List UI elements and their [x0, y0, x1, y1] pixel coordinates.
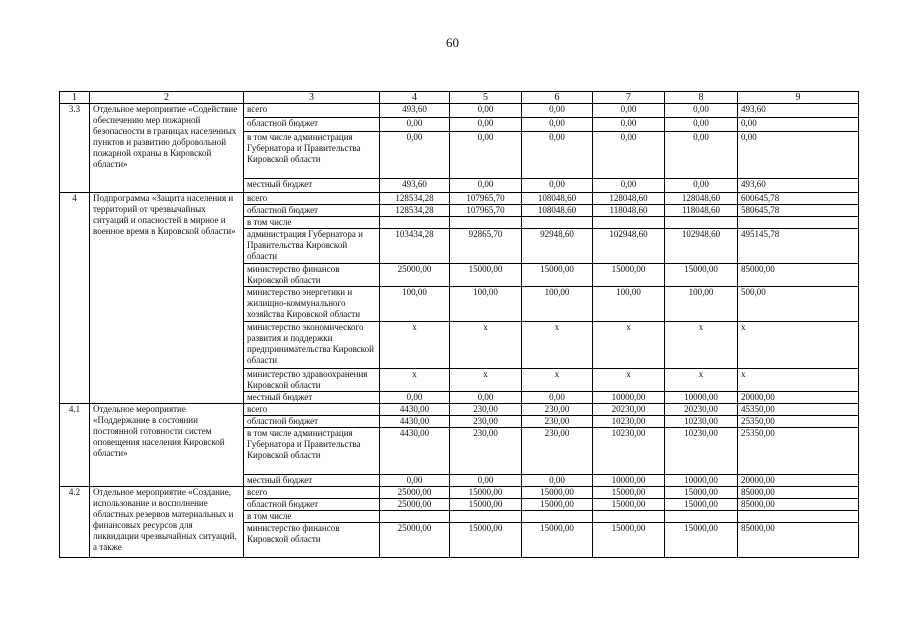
amount-cell: 230,00	[522, 428, 593, 475]
amount-cell: 25000,00	[380, 499, 450, 511]
amount-cell	[380, 511, 450, 523]
amount-cell: 92865,70	[450, 229, 522, 264]
funding-source: местный бюджет	[244, 392, 380, 404]
amount-cell	[593, 511, 665, 523]
amount-cell: 0,00	[450, 104, 522, 118]
amount-cell: 100,00	[593, 287, 665, 322]
item-number: 4.2	[60, 487, 90, 558]
amount-cell: 0,00	[665, 179, 738, 193]
funding-source: администрация Губернатора и Правительства Кировской области	[244, 229, 380, 264]
amount-cell: x	[738, 322, 859, 369]
amount-cell: 25350,00	[738, 416, 859, 428]
amount-cell	[450, 511, 522, 523]
table-body	[60, 104, 859, 558]
item-number: 3.3	[60, 104, 90, 193]
header-row	[60, 92, 859, 104]
amount-cell: 15000,00	[593, 264, 665, 287]
item-number: 4.1	[60, 404, 90, 487]
amount-cell: 495145,78	[738, 229, 859, 264]
amount-cell: 20000,00	[738, 392, 859, 404]
funding-source: областной бюджет	[244, 205, 380, 217]
amount-cell: x	[450, 322, 522, 369]
funding-source: в том числе администрация Губернатора и Правительства Кировской области	[244, 428, 380, 475]
amount-cell: 10230,00	[593, 416, 665, 428]
amount-cell: 0,00	[522, 392, 593, 404]
amount-cell: 230,00	[450, 428, 522, 475]
amount-cell: 15000,00	[522, 264, 593, 287]
amount-cell: 0,00	[738, 132, 859, 179]
amount-cell: 15000,00	[593, 523, 665, 558]
amount-cell	[522, 217, 593, 229]
amount-cell: x	[665, 322, 738, 369]
amount-cell: 15000,00	[665, 523, 738, 558]
amount-cell: 25000,00	[380, 264, 450, 287]
amount-cell: 25350,00	[738, 428, 859, 475]
column-header: 3	[244, 92, 380, 104]
page-number: 60	[446, 35, 459, 50]
amount-cell: x	[380, 322, 450, 369]
amount-cell: 0,00	[450, 118, 522, 132]
amount-cell: 100,00	[665, 287, 738, 322]
funding-source: министерство здравоохранения Кировской области	[244, 369, 380, 392]
amount-cell: 0,00	[593, 132, 665, 179]
amount-cell: 0,00	[593, 118, 665, 132]
amount-cell: 0,00	[522, 132, 593, 179]
amount-cell: x	[738, 369, 859, 392]
funding-source: в том числе	[244, 217, 380, 229]
amount-cell: 493,60	[738, 104, 859, 118]
item-title: Отдельное мероприятие «Создание, использование и восполнение областных резервов материальных и финансовых ресурсов для ликвидации чрезвычайных ситуаций, а также	[90, 487, 244, 558]
amount-cell: 100,00	[450, 287, 522, 322]
item-title: Отдельное мероприятие «Поддержание в состоянии постоянной готовности систем оповещения населения Кировской области»	[90, 404, 244, 487]
amount-cell: 600645,78	[738, 193, 859, 205]
amount-cell: 15000,00	[665, 499, 738, 511]
amount-cell: 4430,00	[380, 428, 450, 475]
amount-cell: 10000,00	[665, 392, 738, 404]
amount-cell	[522, 511, 593, 523]
amount-cell: 230,00	[522, 404, 593, 416]
amount-cell: x	[380, 369, 450, 392]
amount-cell: 92948,60	[522, 229, 593, 264]
amount-cell: 20230,00	[593, 404, 665, 416]
funding-source: в том числе администрация Губернатора и Правительства Кировской области	[244, 132, 380, 179]
amount-cell: x	[593, 322, 665, 369]
amount-cell: 45350,00	[738, 404, 859, 416]
column-header: 6	[522, 92, 593, 104]
amount-cell: 20000,00	[738, 475, 859, 487]
amount-cell: x	[665, 369, 738, 392]
funding-source: всего	[244, 104, 380, 118]
amount-cell: 0,00	[450, 179, 522, 193]
amount-cell: 493,60	[738, 179, 859, 193]
amount-cell: 0,00	[380, 475, 450, 487]
amount-cell: 118048,60	[593, 205, 665, 217]
amount-cell: 118048,60	[665, 205, 738, 217]
funding-source: министерство экономического развития и поддержки предпринимательства Кировской области	[244, 322, 380, 369]
budget-table	[59, 91, 859, 558]
table-row	[60, 193, 859, 205]
amount-cell: x	[593, 369, 665, 392]
amount-cell: 15000,00	[450, 523, 522, 558]
amount-cell: 85000,00	[738, 523, 859, 558]
amount-cell: 10000,00	[665, 475, 738, 487]
table-row	[60, 404, 859, 416]
amount-cell: 0,00	[665, 104, 738, 118]
amount-cell: 580645,78	[738, 205, 859, 217]
funding-source: министерство финансов Кировской области	[244, 523, 380, 558]
funding-source: всего	[244, 487, 380, 499]
amount-cell: 0,00	[665, 118, 738, 132]
amount-cell: 128048,60	[593, 193, 665, 205]
amount-cell: 102948,60	[593, 229, 665, 264]
amount-cell: 10000,00	[593, 392, 665, 404]
amount-cell: 0,00	[450, 475, 522, 487]
amount-cell: 15000,00	[522, 499, 593, 511]
funding-source: министерство энергетики и жилищно-коммунального хозяйства Кировской области	[244, 287, 380, 322]
amount-cell: x	[522, 369, 593, 392]
amount-cell: 10000,00	[593, 475, 665, 487]
funding-source: министерство финансов Кировской области	[244, 264, 380, 287]
amount-cell: 493,60	[380, 179, 450, 193]
funding-source: областной бюджет	[244, 118, 380, 132]
amount-cell: 0,00	[450, 392, 522, 404]
amount-cell	[665, 217, 738, 229]
amount-cell: 15000,00	[593, 487, 665, 499]
amount-cell: 0,00	[380, 118, 450, 132]
amount-cell: x	[522, 322, 593, 369]
column-header: 5	[450, 92, 522, 104]
amount-cell: 15000,00	[522, 487, 593, 499]
amount-cell: 0,00	[450, 132, 522, 179]
column-header: 9	[738, 92, 859, 104]
amount-cell	[380, 217, 450, 229]
amount-cell: 0,00	[380, 392, 450, 404]
item-number: 4	[60, 193, 90, 404]
amount-cell: 15000,00	[593, 499, 665, 511]
funding-source: всего	[244, 404, 380, 416]
amount-cell: 15000,00	[522, 523, 593, 558]
amount-cell: 15000,00	[665, 264, 738, 287]
amount-cell: 0,00	[593, 104, 665, 118]
funding-source: областной бюджет	[244, 499, 380, 511]
amount-cell	[738, 217, 859, 229]
amount-cell: 128534,28	[380, 193, 450, 205]
amount-cell: 20230,00	[665, 404, 738, 416]
amount-cell: 0,00	[522, 104, 593, 118]
table-row	[60, 487, 859, 499]
amount-cell: 230,00	[522, 416, 593, 428]
amount-cell: 100,00	[380, 287, 450, 322]
amount-cell: 100,00	[522, 287, 593, 322]
amount-cell: 10230,00	[593, 428, 665, 475]
funding-source: местный бюджет	[244, 475, 380, 487]
column-header: 2	[90, 92, 244, 104]
item-title: Подпрограмма «Защита населения и территорий от чрезвычайных ситуаций и опасностей в мирное и военное время в Кировской области»	[90, 193, 244, 404]
amount-cell: 15000,00	[450, 487, 522, 499]
amount-cell: 103434,28	[380, 229, 450, 264]
amount-cell: 230,00	[450, 416, 522, 428]
amount-cell: x	[450, 369, 522, 392]
table-row	[60, 104, 859, 118]
amount-cell: 0,00	[522, 118, 593, 132]
amount-cell: 85000,00	[738, 499, 859, 511]
amount-cell: 108048,60	[522, 205, 593, 217]
amount-cell: 107965,70	[450, 205, 522, 217]
amount-cell: 25000,00	[380, 523, 450, 558]
amount-cell: 230,00	[450, 404, 522, 416]
funding-source: областной бюджет	[244, 416, 380, 428]
amount-cell: 108048,60	[522, 193, 593, 205]
amount-cell	[738, 511, 859, 523]
amount-cell: 10230,00	[665, 428, 738, 475]
amount-cell: 102948,60	[665, 229, 738, 264]
amount-cell: 4430,00	[380, 404, 450, 416]
column-header: 1	[60, 92, 90, 104]
amount-cell: 107965,70	[450, 193, 522, 205]
amount-cell: 0,00	[522, 475, 593, 487]
amount-cell: 128048,60	[665, 193, 738, 205]
amount-cell: 15000,00	[450, 264, 522, 287]
amount-cell: 493,60	[380, 104, 450, 118]
amount-cell: 85000,00	[738, 487, 859, 499]
funding-source: местный бюджет	[244, 179, 380, 193]
amount-cell: 0,00	[665, 132, 738, 179]
amount-cell: 0,00	[593, 179, 665, 193]
amount-cell	[450, 217, 522, 229]
funding-source: всего	[244, 193, 380, 205]
amount-cell	[593, 217, 665, 229]
column-header: 4	[380, 92, 450, 104]
amount-cell: 4430,00	[380, 416, 450, 428]
column-header: 8	[665, 92, 738, 104]
funding-source: в том числе	[244, 511, 380, 523]
amount-cell: 0,00	[738, 118, 859, 132]
column-header: 7	[593, 92, 665, 104]
amount-cell: 15000,00	[665, 487, 738, 499]
amount-cell: 85000,00	[738, 264, 859, 287]
amount-cell: 128534,28	[380, 205, 450, 217]
amount-cell	[665, 511, 738, 523]
amount-cell: 10230,00	[665, 416, 738, 428]
amount-cell: 500,00	[738, 287, 859, 322]
item-title: Отдельное мероприятие «Содействие обеспечению мер пожарной безопасности в границах населенных пунктов и развитию добровольной пожарной охраны в Кировской области»	[90, 104, 244, 193]
amount-cell: 15000,00	[450, 499, 522, 511]
amount-cell: 0,00	[522, 179, 593, 193]
amount-cell: 25000,00	[380, 487, 450, 499]
amount-cell: 0,00	[380, 132, 450, 179]
